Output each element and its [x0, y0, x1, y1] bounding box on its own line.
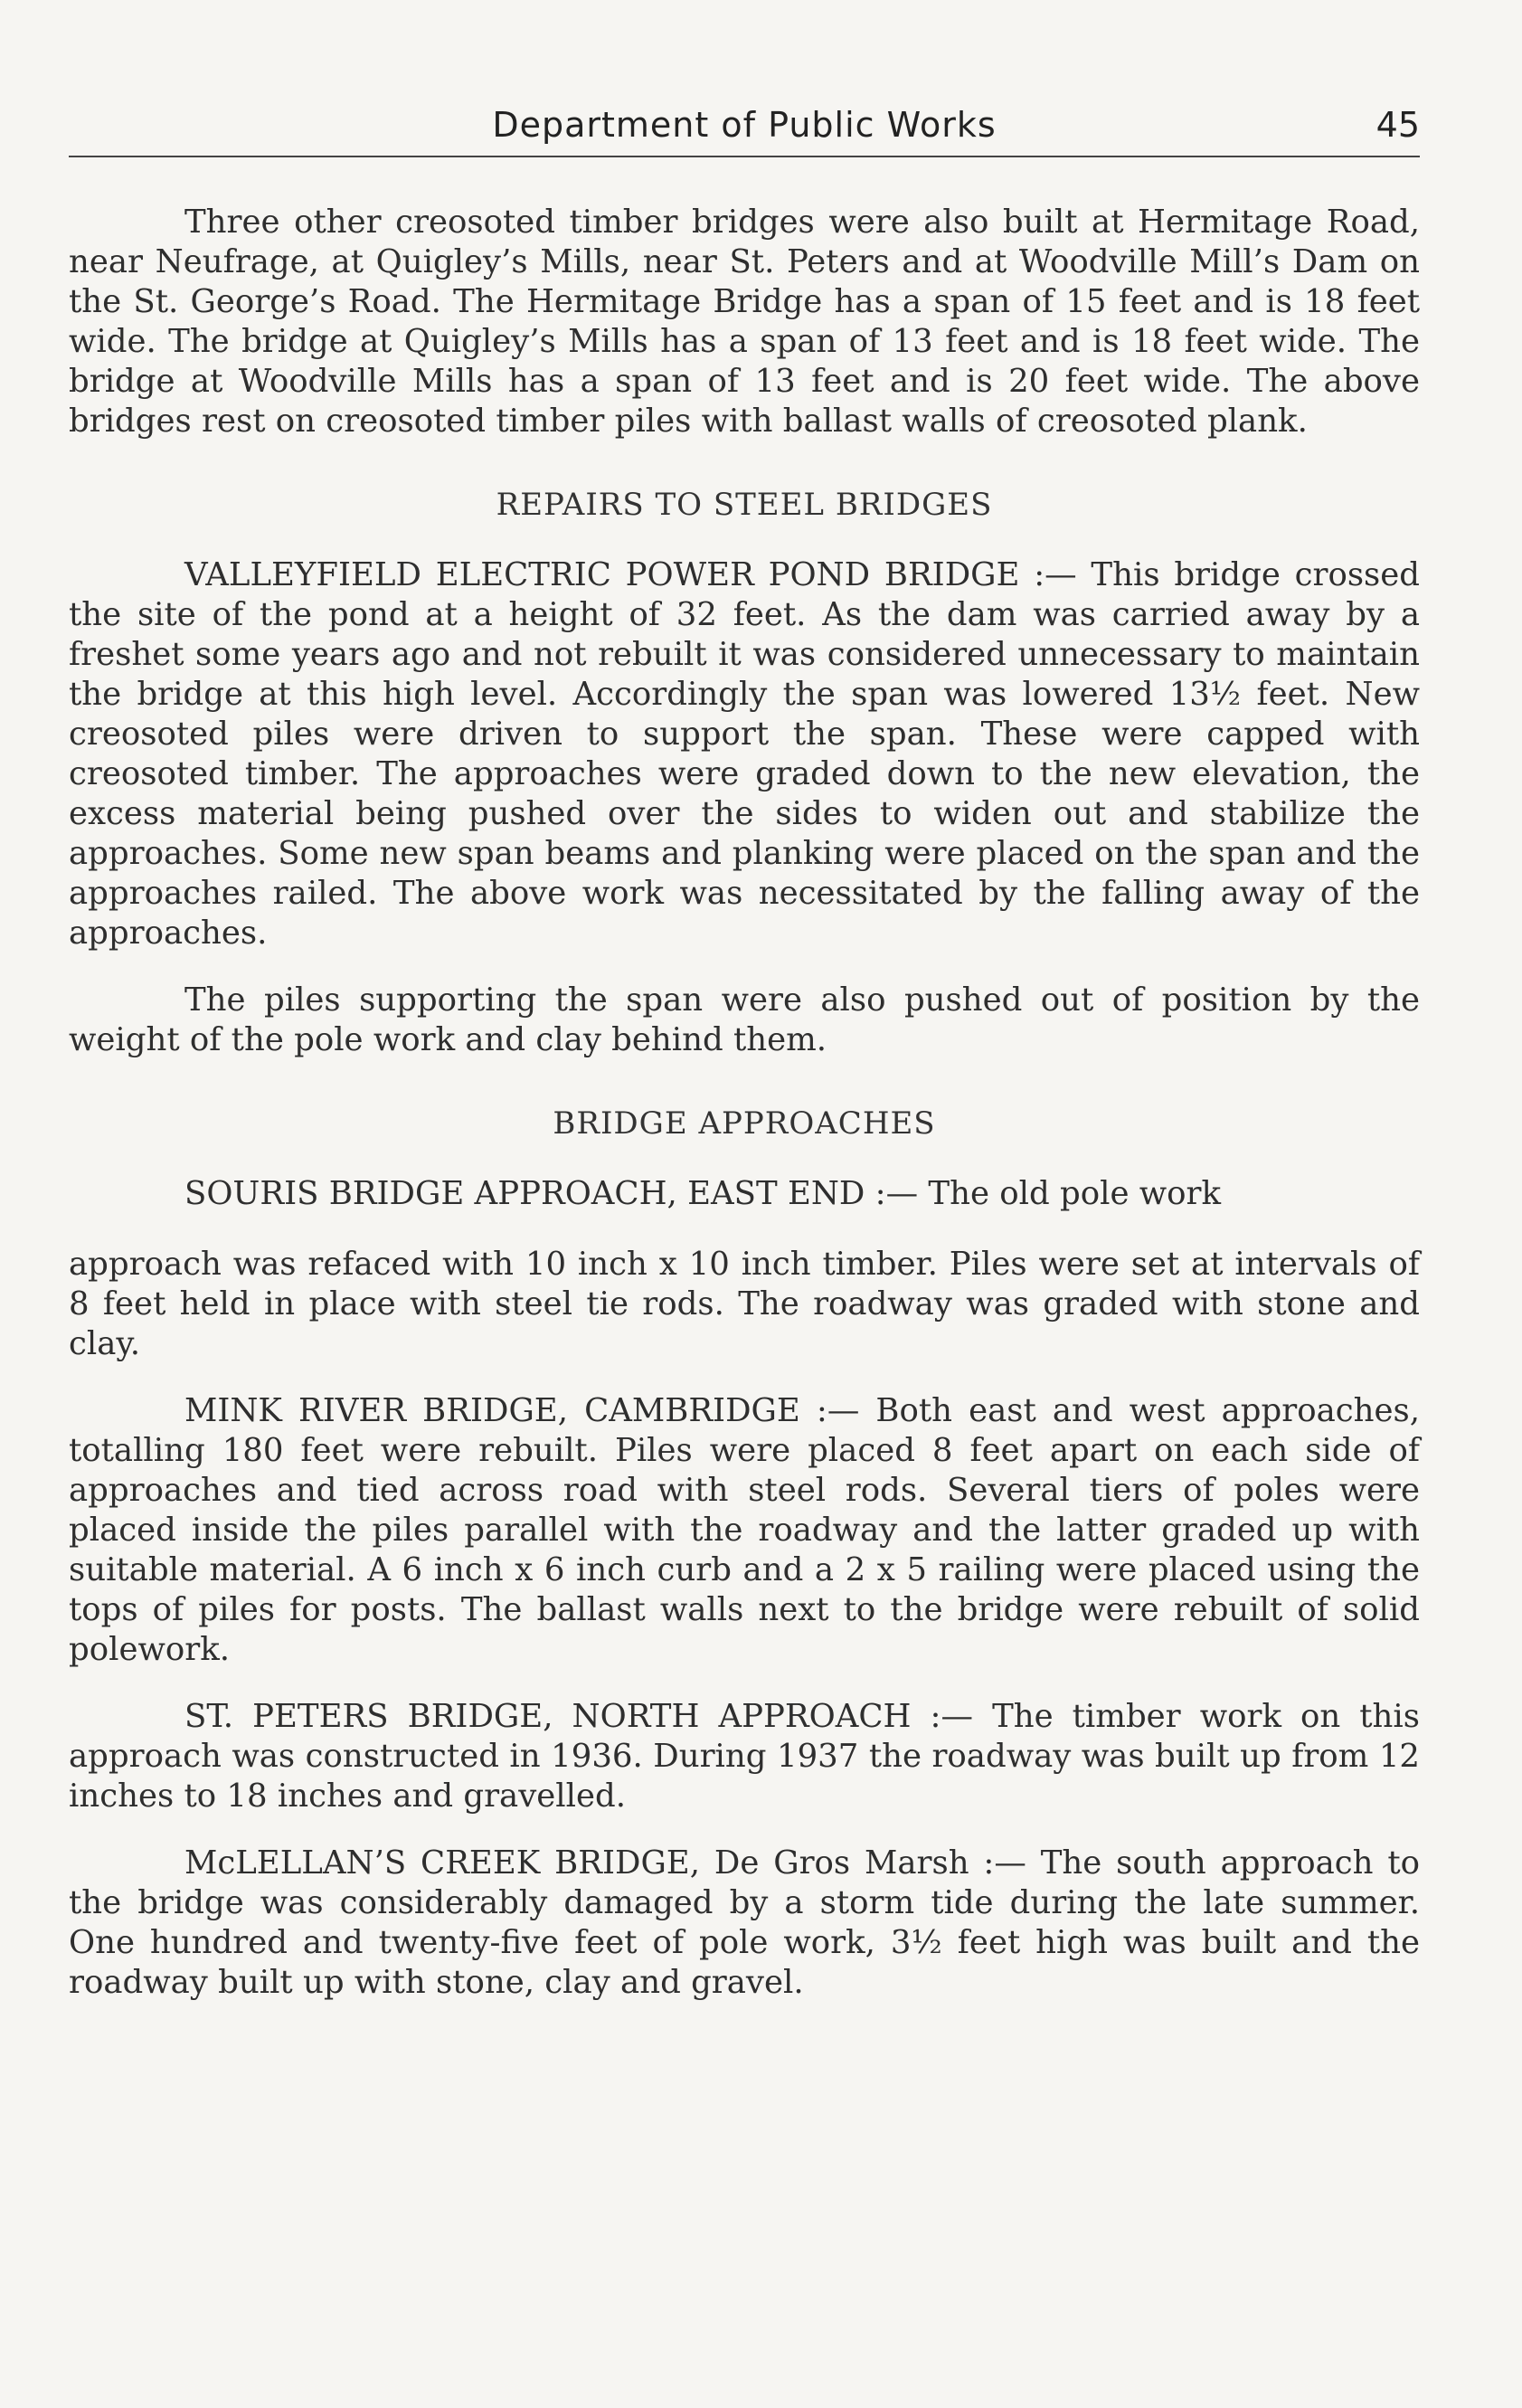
paragraph-souris-first-line: SOURIS BRIDGE APPROACH, EAST END :— The old pole work	[184, 1175, 1221, 1212]
paragraph-st-peters: ST. PETERS BRIDGE, NORTH APPROACH :— The timber work on this approach was constructed in 1936. During 1937 the roadway was built up from 12 inches to 18 inches and gravelled.	[69, 1698, 1420, 1815]
paragraph-creosoted-bridges: Three other creosoted timber bridges were also built at Hermitage Road, near Neufrage, at Quigley’s Mills, near St. Peters and at Woodville Mill’s Dam on the St. George’s Road. The Hermitage Bridge has a span of 15 feet and is 18 feet wide. The bridge at Quigley’s Mills has a span of 13 feet and is 18 feet wide. The bridge at Woodville Mills has a span of 13 feet and is 20 feet wide. The above bridges rest on creosoted timber piles with ballast walls of creosoted plank.	[69, 204, 1420, 440]
header-rule	[69, 156, 1420, 157]
body-text	[69, 203, 1420, 2003]
paragraph-souris-continued: approach was refaced with 10 inch x 10 inch timber. Piles were set at intervals of 8 feet held in place with steel tie rods. The roadway was graded with stone and clay.	[69, 1246, 1420, 1362]
paragraph-mclellans-creek: McLELLAN’S CREEK BRIDGE, De Gros Marsh :— The south approach to the bridge was considerably damaged by a storm tide during the late summer. One hundred and twenty-five feet of pole work, 3½ feet high was built and the roadway built up with stone, clay and gravel.	[69, 1844, 1420, 2001]
running-title: Department of Public Works	[492, 105, 997, 145]
page-number: 45	[1375, 105, 1420, 145]
paragraph-valleyfield: VALLEYFIELD ELECTRIC POWER POND BRIDGE :— This bridge crossed the site of the pond at a height of 32 feet. As the dam was carried away by a freshet some years ago and not rebuilt it was considered unnecessary to maintain the bridge at this high level. Accordingly the span was lowered 13½ feet. New creosoted piles were driven to support the span. These were capped with creosoted timber. The approaches were graded down to the new elevation, the excess material being pushed over the sides to widen out and stabilize the approaches. Some new span beams and planking were placed on the span and the approaches railed. The above work was necessitated by the falling away of the approaches.	[69, 556, 1420, 952]
heading-bridge-approaches: BRIDGE APPROACHES	[553, 1105, 936, 1142]
paragraph-piles-supporting: The piles supporting the span were also pushed out of position by the weight of the pole work and clay behind them.	[69, 981, 1420, 1058]
paragraph-mink-river: MINK RIVER BRIDGE, CAMBRIDGE :— Both east and west approaches, totalling 180 feet were rebuilt. Piles were placed 8 feet apart on each side of approaches and tied across road with steel rods. Several tiers of poles were placed inside the piles parallel with the roadway and the latter graded up with suitable material. A 6 inch x 6 inch curb and a 2 x 5 railing were placed using the tops of piles for posts. The ballast walls next to the bridge were rebuilt of solid polework.	[69, 1392, 1420, 1668]
page-header	[69, 101, 1420, 156]
heading-repairs-steel-bridges: REPAIRS TO STEEL BRIDGES	[496, 487, 993, 523]
document-page	[69, 0, 1420, 2408]
